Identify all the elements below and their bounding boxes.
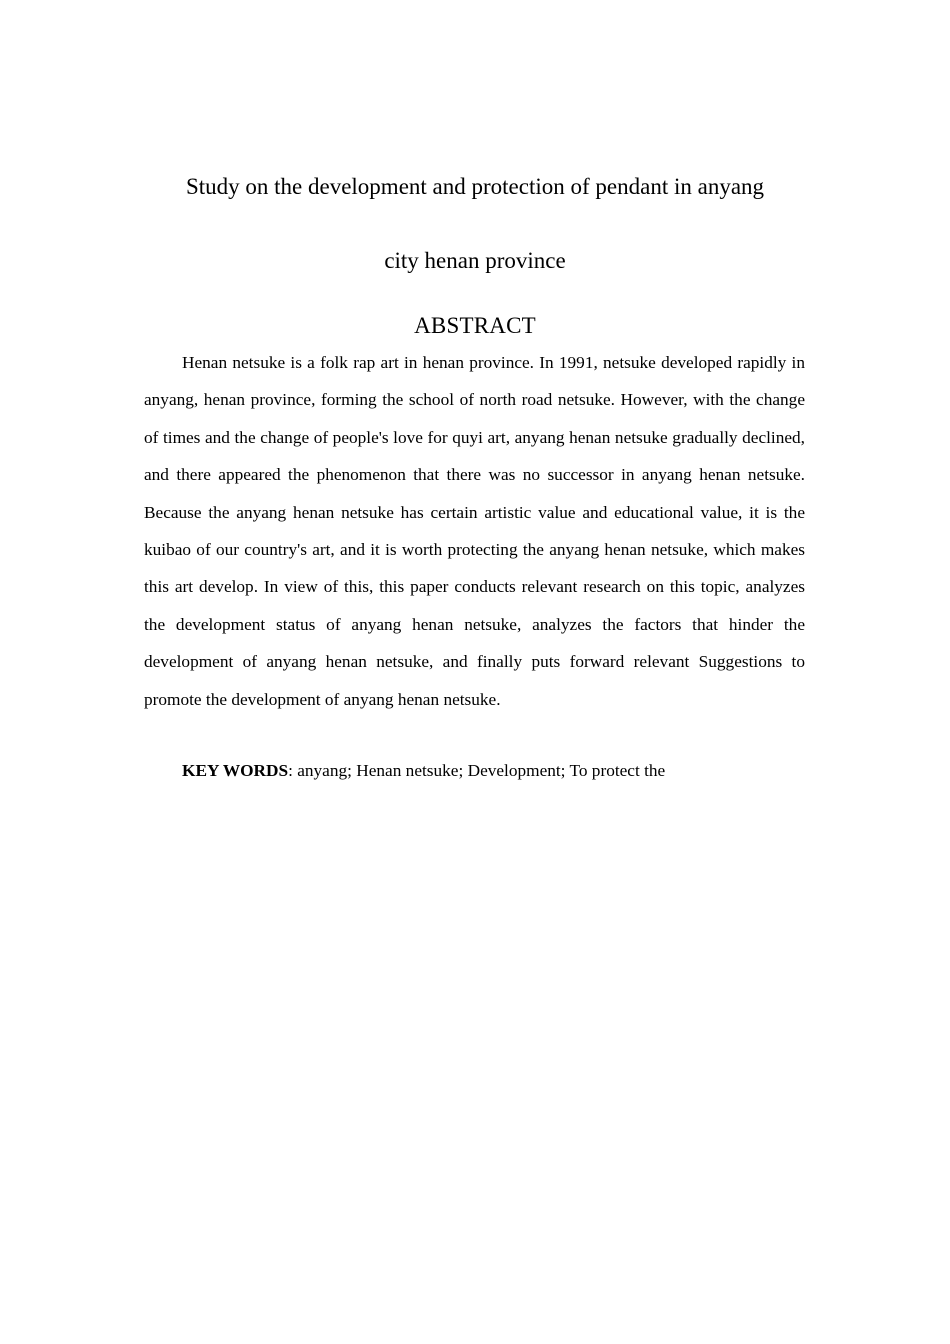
abstract-heading: ABSTRACT [414, 313, 536, 338]
abstract-paragraph: Henan netsuke is a folk rap art in henan province. In 1991, netsuke developed rapidly in anyang, henan province, forming the school of north road netsuke. However, with the change of times and the change of people's love for quyi art, anyang henan netsuke gradually declined, and there appeared the phenomenon that there was no successor in anyang henan netsuke. Because the anyang henan netsuke has certain artistic value and educational value, it is the kuibao of our country's art, and it is worth protecting the anyang henan netsuke, which makes this art develop. In view of this, this paper conducts relevant research on this topic, analyzes the development status of anyang henan netsuke, analyzes the factors that hinder the development of anyang henan netsuke, and finally puts forward relevant Suggestions to promote the development of anyang henan netsuke. [144, 353, 805, 709]
paper-title-line-2: city henan province [384, 248, 566, 273]
keywords-list: : anyang; Henan netsuke; Development; To protect the [288, 761, 666, 780]
keywords-line [144, 756, 805, 786]
keywords-label: KEY WORDS [182, 761, 289, 780]
paper-title-line-1: Study on the development and protection of pendant in anyang [185, 174, 765, 199]
